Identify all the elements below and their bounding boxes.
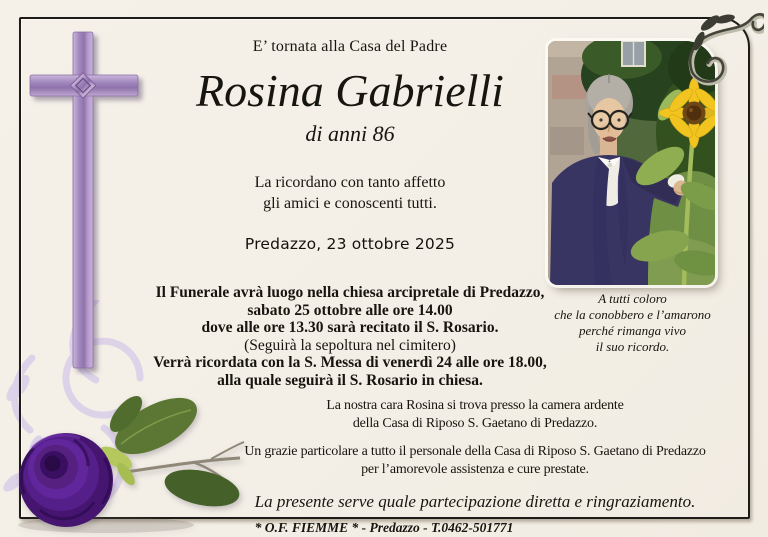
funeral-home-footer: * O.F. FIEMME * - Predazzo - T.0462-501771 — [254, 520, 514, 535]
closing-line: La presente serve quale partecipazione diretta e ringraziamento. — [254, 492, 696, 512]
remembrance-line: gli amici e conoscenti tutti. — [263, 194, 437, 212]
photo-caption-line: che la conobbero e l’amarono — [554, 307, 711, 322]
lower-text-blocks — [225, 397, 725, 511]
funeral-details — [110, 284, 590, 390]
dateline: Predazzo, 23 ottobre 2025 — [244, 234, 456, 253]
funeral-line: (Seguirà la sepoltura nel cimitero) — [244, 336, 456, 354]
funeral-line: Verrà ricordata con la S. Messa di venerdì 24 alle ore 18.00, — [153, 354, 547, 372]
photo-caption-line: A tutti coloro — [598, 291, 667, 306]
funeral-line: alla quale seguirà il S. Rosario in chiesa. — [217, 371, 483, 389]
funeral-line: sabato 25 ottobre alle ore 14.00 — [247, 301, 453, 319]
wake-line: La nostra cara Rosina si trova presso la camera ardente — [326, 398, 624, 413]
rose-bloom — [19, 433, 113, 527]
remembrance-lines — [115, 172, 585, 214]
corner-flourish-icon — [686, 6, 764, 92]
photo-caption-line: perché rimanga vivo — [578, 323, 687, 338]
opening-line: E’ tornata alla Casa del Padre — [252, 38, 448, 55]
photo-caption-line: il suo ricordo. — [595, 339, 670, 354]
thanks-line: Un grazie particolare a tutto il personale della Casa di Riposo S. Gaetano di Predazzo — [244, 444, 706, 460]
purple-rose-icon — [6, 388, 256, 537]
age-line: di anni 86 — [305, 120, 395, 146]
deceased-name: Rosina Gabrielli — [196, 65, 504, 116]
wake-block — [225, 397, 725, 432]
funeral-line: Il Funerale avrà luogo nella chiesa arcipretale di Predazzo, — [155, 284, 545, 301]
thanks-block — [225, 443, 725, 478]
remembrance-line: La ricordano con tanto affetto — [254, 173, 446, 191]
announcement-header — [115, 38, 585, 253]
wake-line: della Casa di Riposo S. Gaetano di Predazzo. — [352, 415, 598, 431]
thanks-line: per l’amorevole assistenza e cure prestate. — [361, 461, 589, 477]
photo-caption — [540, 291, 725, 355]
funeral-line: dove alle ore 13.30 sarà recitato il S. Rosario. — [201, 319, 499, 337]
